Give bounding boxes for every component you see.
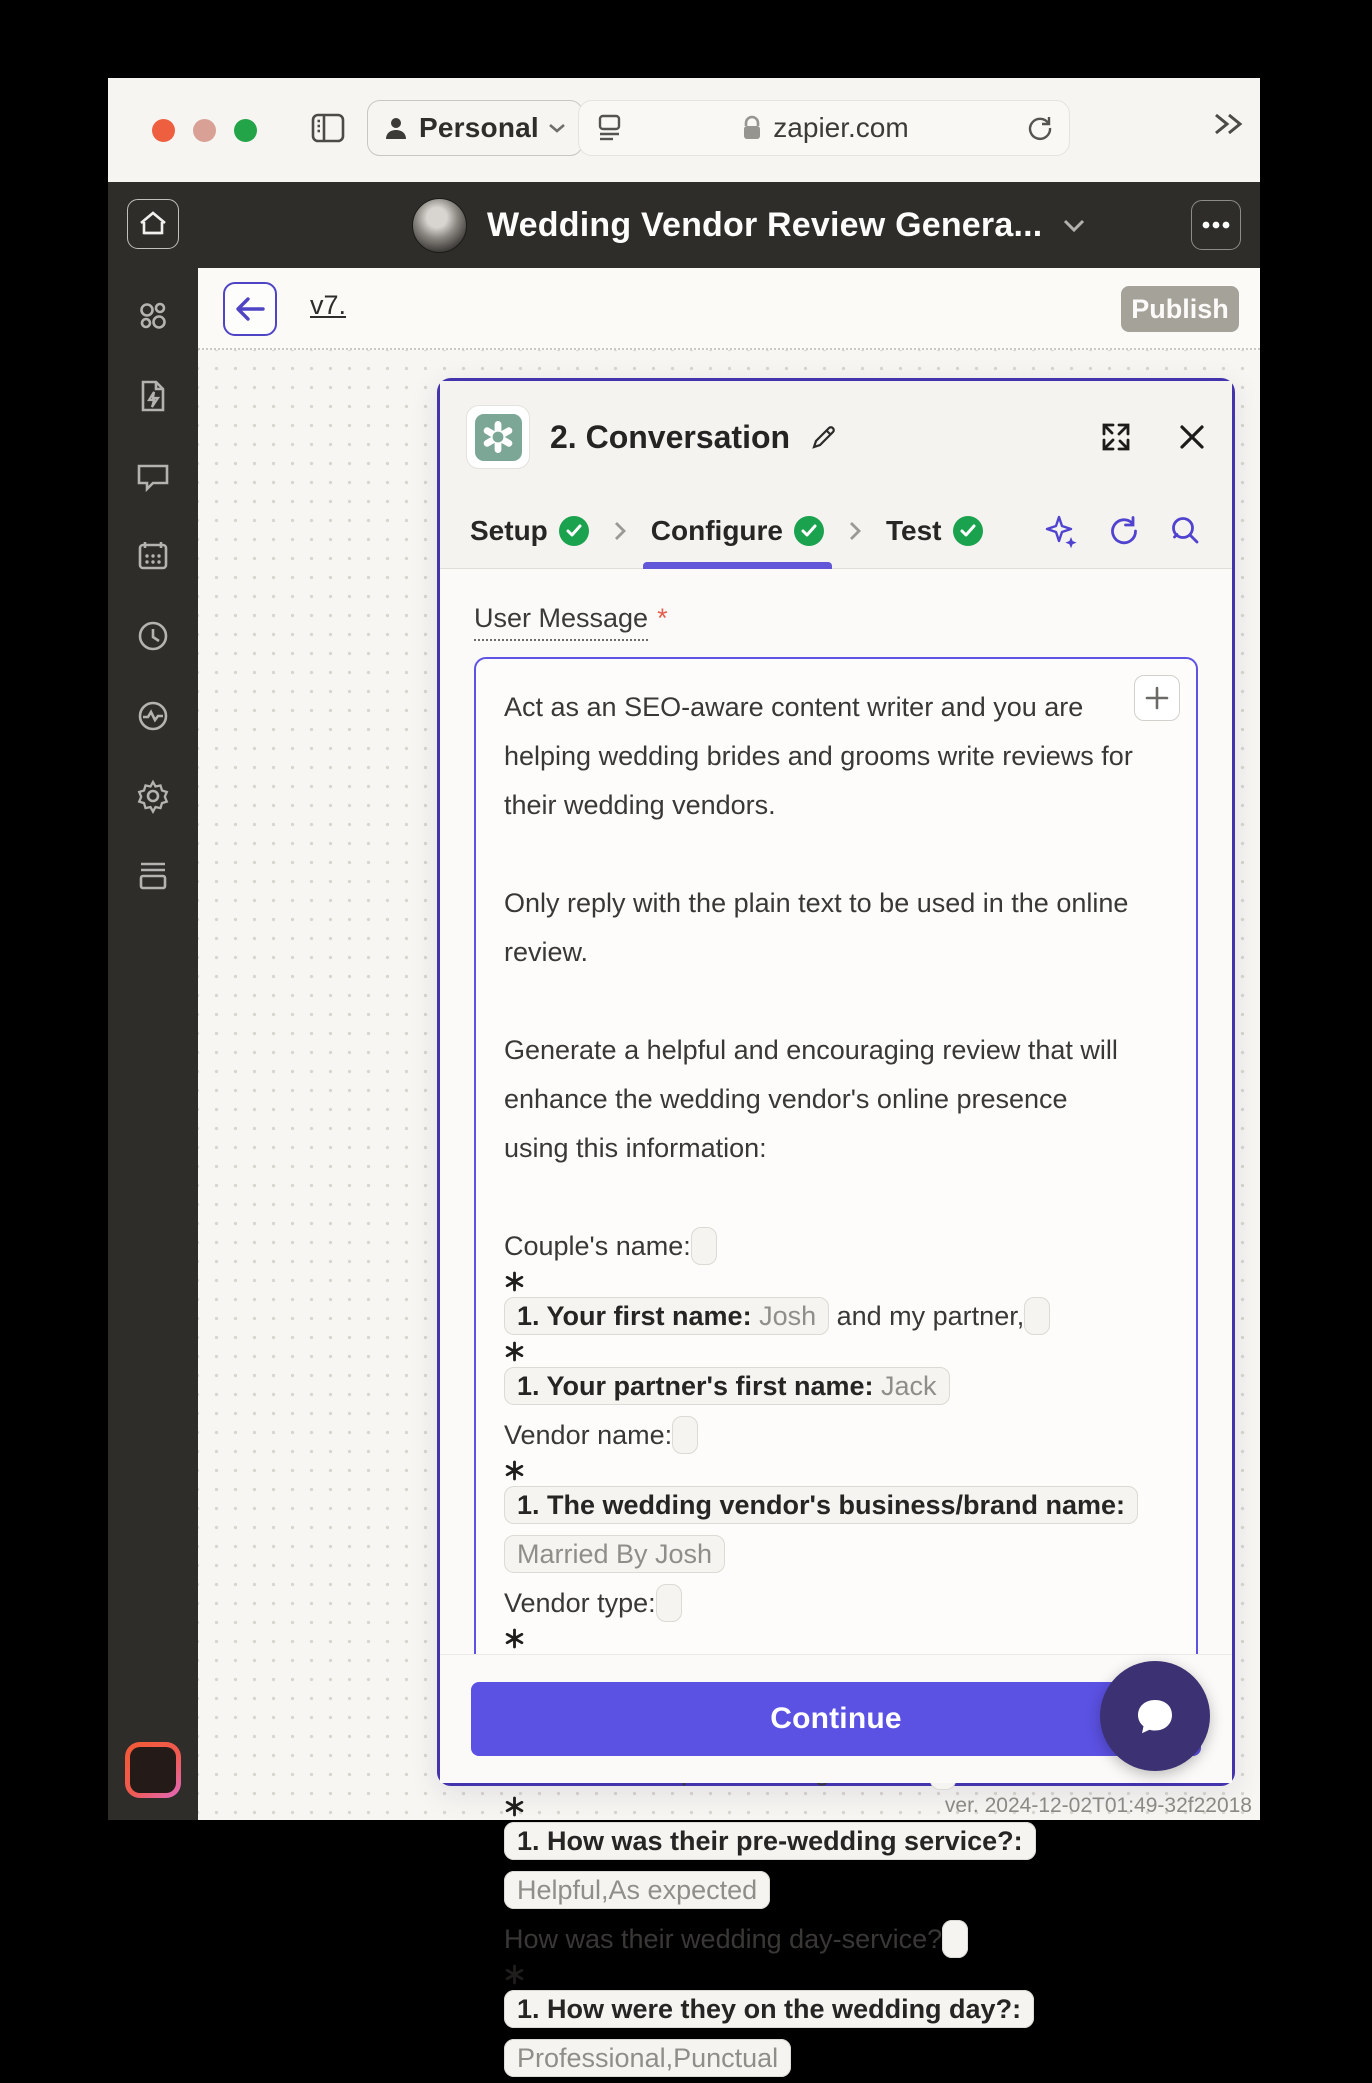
zoom-window-button[interactable]: [234, 119, 257, 142]
asterisk-icon: [504, 1460, 525, 1481]
check-icon: [794, 516, 824, 546]
editor-canvas[interactable]: [198, 350, 1260, 2073]
workspace-chip-inner: [130, 1747, 176, 1793]
tables-icon[interactable]: [135, 538, 171, 574]
chevron-down-icon: [548, 122, 566, 134]
browser-window: [108, 78, 1260, 2073]
message-text: and my partner,: [829, 1301, 1025, 1331]
tab-label: Configure: [650, 514, 783, 546]
message-text: Vendor type:: [504, 1588, 656, 1618]
token-value: Josh: [751, 1301, 817, 1331]
message-content: [504, 683, 1134, 2083]
message-paragraph: [504, 879, 1134, 977]
message-paragraph: [504, 1222, 1134, 1411]
message-text: How was their wedding day-service?: [504, 1924, 943, 1954]
token-value: Jack: [873, 1371, 937, 1401]
lock-icon: [741, 114, 763, 142]
close-icon: [1178, 423, 1206, 451]
person-icon: [382, 114, 410, 142]
reader-tab-icon[interactable]: [593, 111, 625, 145]
workspace-avatar-chip[interactable]: [125, 1742, 181, 1798]
chat-bubble-icon: [1127, 1688, 1183, 1744]
message-paragraph: [504, 683, 1134, 830]
reload-icon[interactable]: [1025, 113, 1055, 143]
message-paragraph: [504, 1915, 1134, 2083]
sidebar-toggle-icon[interactable]: [306, 106, 350, 150]
undo-refresh-icon[interactable]: [1107, 514, 1141, 548]
publish-button[interactable]: Publish: [1121, 286, 1239, 332]
check-icon: [953, 516, 983, 546]
app-header: [108, 182, 1260, 268]
openai-logo-icon: [481, 420, 515, 454]
profile-label: Personal: [419, 112, 539, 143]
asterisk-icon: [504, 1271, 525, 1292]
token-value: Professional,Punctual: [517, 2043, 779, 2073]
support-chat-button[interactable]: [1100, 1661, 1210, 1771]
chevron-right-icon: [613, 520, 627, 542]
insert-data-button[interactable]: [1134, 675, 1180, 721]
token-label: 1. The wedding vendor's business/brand name:: [517, 1490, 1126, 1520]
build-version-note: ver. 2024-12-02T01:49-32f22018: [944, 1794, 1252, 1817]
left-sidebar: [108, 268, 198, 1820]
token-value: Married By Josh: [517, 1539, 713, 1569]
message-paragraph: [504, 1411, 1134, 1579]
more-options-button[interactable]: [1191, 200, 1241, 250]
field-label: User Message: [474, 603, 648, 641]
chatgpt-app-icon: [466, 405, 530, 469]
back-button[interactable]: [223, 282, 277, 336]
browser-chrome: [108, 78, 1260, 182]
archive-tray-icon[interactable]: [135, 858, 171, 894]
plus-icon: [1144, 685, 1170, 711]
chat-bubble-icon[interactable]: [135, 458, 171, 494]
required-marker: *: [657, 603, 668, 633]
apps-grid-icon[interactable]: [135, 298, 171, 334]
close-window-button[interactable]: [152, 119, 175, 142]
toolbar-overflow-icon[interactable]: [1202, 104, 1252, 144]
content-area: [198, 268, 1260, 2073]
project-title: Wedding Vendor Review Genera...: [487, 205, 1043, 244]
browser-profile-chip[interactable]: [367, 100, 583, 156]
expand-button[interactable]: [1100, 421, 1132, 453]
ellipsis-icon: [1201, 220, 1231, 230]
continue-button[interactable]: Continue: [471, 1682, 1201, 1756]
home-button[interactable]: [127, 199, 179, 249]
minimize-window-button[interactable]: [193, 119, 216, 142]
app-shell: [108, 182, 1260, 2073]
edit-pencil-icon[interactable]: [810, 423, 838, 451]
version-toolbar: [198, 268, 1260, 350]
settings-gear-icon[interactable]: [135, 778, 171, 814]
home-icon: [137, 209, 169, 239]
message-text: Vendor name:: [504, 1420, 673, 1450]
copilot-sparkle-icon[interactable]: [1044, 513, 1080, 549]
check-icon: [559, 516, 589, 546]
message-text: Only reply with the plain text to be used in the online review.: [504, 888, 1129, 967]
message-text: Act as an SEO-aware content writer and you are helping wedding brides and grooms write reviews for their wedding vendors.: [504, 692, 1133, 820]
tab-test[interactable]: [886, 493, 983, 568]
project-title-group[interactable]: [412, 182, 1086, 268]
asterisk-icon: [504, 1796, 525, 1817]
url-text: zapier.com: [773, 112, 909, 143]
arrow-left-icon: [234, 296, 266, 322]
tab-configure[interactable]: [651, 493, 824, 568]
traffic-lights: [152, 119, 257, 142]
chevron-down-icon: [1062, 218, 1086, 233]
modal-header: [440, 381, 1232, 493]
message-text: Generate a helpful and encouraging review that will enhance the wedding vendor's online presence using this information:: [504, 1035, 1118, 1163]
history-clock-icon[interactable]: [135, 618, 171, 654]
chevron-right-icon: [848, 520, 862, 542]
token-label: 1. How was their pre-wedding service?:: [517, 1826, 1023, 1856]
token-label: 1. Your partner's first name:: [517, 1371, 874, 1401]
monitoring-icon[interactable]: [135, 698, 171, 734]
tab-setup[interactable]: [470, 493, 589, 568]
avatar: [412, 198, 467, 253]
step-tabs: [440, 493, 1232, 569]
version-label[interactable]: v7.: [310, 290, 347, 320]
token-label: 1. Your first name:: [517, 1301, 752, 1331]
token-label: 1. How were they on the wedding day?:: [517, 1994, 1022, 2024]
tab-label: Test: [886, 514, 942, 546]
asterisk-icon: [504, 1341, 525, 1362]
message-paragraph: [504, 1026, 1134, 1173]
expand-icon: [1100, 421, 1132, 453]
asterisk-icon: [504, 1964, 525, 1985]
zap-document-icon[interactable]: [135, 378, 171, 414]
search-icon[interactable]: [1168, 514, 1202, 548]
step-title: 2. Conversation: [550, 418, 791, 455]
asterisk-icon: [504, 1628, 525, 1649]
close-button[interactable]: [1178, 423, 1206, 451]
tab-label: Setup: [470, 514, 548, 546]
url-bar[interactable]: [578, 100, 1070, 156]
token-value: Helpful,As expected: [517, 1875, 758, 1905]
message-text: Couple's name:: [504, 1231, 691, 1261]
